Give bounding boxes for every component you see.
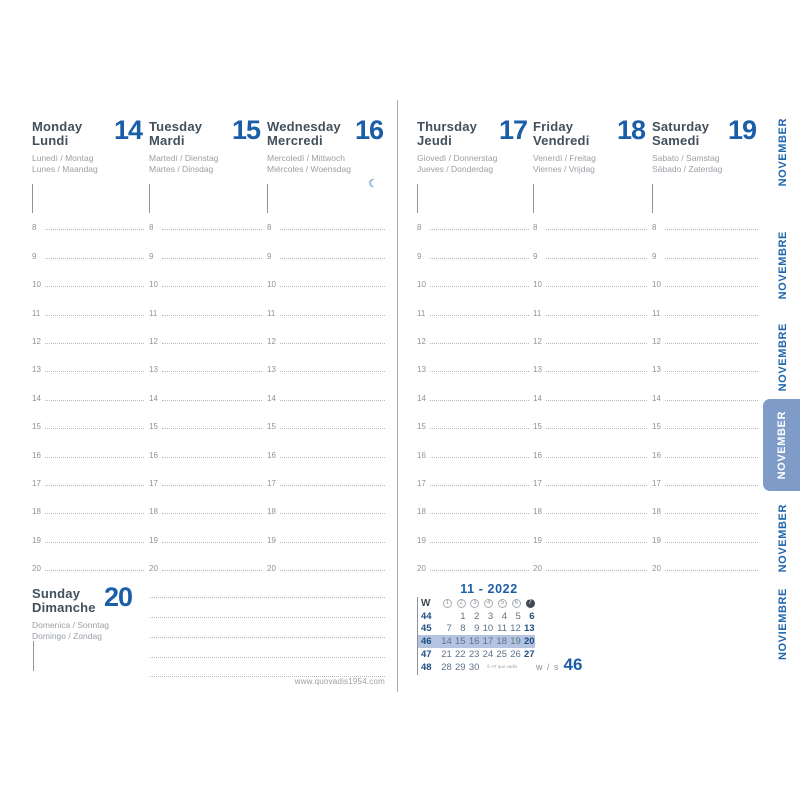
hour-row <box>267 259 385 290</box>
hour-row <box>149 543 262 574</box>
calendar-week-row <box>418 623 535 636</box>
hour-label: 20 <box>267 564 276 574</box>
month-tab-1[interactable] <box>765 112 800 192</box>
hour-row <box>533 344 647 375</box>
hour-label: 11 <box>652 308 661 318</box>
day-name-es-nl: Martes / Dinsdag <box>149 164 214 174</box>
hour-row <box>149 316 262 344</box>
notes-writing-line <box>150 636 385 638</box>
calendar-day: 21 <box>441 649 452 661</box>
calendar-day: 22 <box>455 649 466 661</box>
hour-label: 18 <box>149 507 158 517</box>
page-spine-divider <box>397 100 398 692</box>
day-name-fr: Samedi <box>652 133 700 148</box>
hour-label: 18 <box>417 507 426 517</box>
hour-row <box>32 429 144 460</box>
month-tab-label: NOVIEMBRE <box>776 587 789 661</box>
day-name-it-de: Mercoledì / Mittwoch <box>267 153 345 163</box>
hour-label: 20 <box>149 564 158 574</box>
hour-label: 19 <box>533 535 542 545</box>
hour-label: 10 <box>417 280 426 290</box>
calendar-grid <box>421 597 535 674</box>
hour-row <box>652 514 758 545</box>
calendar-day: 30 <box>468 661 480 673</box>
month-tab-4-active[interactable] <box>763 399 800 491</box>
hour-row <box>267 486 385 517</box>
hour-row <box>149 344 262 375</box>
week-number: 46 <box>421 636 432 648</box>
hour-label: 8 <box>417 223 422 233</box>
hour-row <box>417 543 529 574</box>
hour-label: 19 <box>267 535 276 545</box>
hour-label: 17 <box>533 478 542 488</box>
month-tab-2[interactable] <box>765 224 800 306</box>
calendar-day: 16 <box>468 636 480 648</box>
hour-row <box>32 259 144 290</box>
month-tab-3[interactable] <box>765 314 800 400</box>
hour-row <box>149 372 262 403</box>
calendar-day: 19 <box>510 636 521 648</box>
hour-row <box>417 486 529 517</box>
hour-label: 16 <box>417 450 426 460</box>
hour-row <box>533 230 647 261</box>
day-name-en: Saturday <box>652 119 710 134</box>
hour-row <box>267 401 385 432</box>
calendar-day: 15 <box>455 636 466 648</box>
hour-label: 9 <box>417 251 422 261</box>
hour-grid <box>32 202 144 574</box>
hour-label: 10 <box>533 280 542 290</box>
calendar-day: 29 <box>455 661 466 673</box>
calendar-day: 11 <box>497 623 507 635</box>
hour-label: 19 <box>149 535 158 545</box>
notes-writing-line <box>150 596 385 598</box>
day-name-fr: Mercredi <box>267 133 323 148</box>
hour-label: 8 <box>652 223 657 233</box>
hour-row <box>652 202 758 233</box>
hour-row <box>652 486 758 517</box>
hour-row <box>267 287 385 318</box>
day-number: 19 <box>727 115 756 145</box>
calendar-day: 5 <box>515 610 521 622</box>
hour-label: 18 <box>652 507 661 517</box>
hour-label: 13 <box>32 365 41 375</box>
day-name-en: Sunday <box>32 586 81 601</box>
day-column-monday <box>32 116 144 582</box>
hour-row <box>652 458 758 486</box>
day-name-es-nl: Domingo / Zondag <box>32 631 102 641</box>
month-tab-label: NOVEMBER <box>776 117 789 187</box>
hour-label: 13 <box>267 365 276 375</box>
hour-row <box>533 543 647 574</box>
hour-row <box>652 401 758 432</box>
calendar-day: 7 <box>446 623 452 635</box>
calendar-day: 13 <box>524 623 535 635</box>
hour-label: 14 <box>533 393 542 403</box>
hour-grid <box>533 202 647 574</box>
day-name-fr: Jeudi <box>417 133 452 148</box>
day-name-fr: Lundi <box>32 133 69 148</box>
hour-label: 13 <box>652 365 661 375</box>
column-start-tick <box>33 641 34 671</box>
hour-label: 18 <box>32 507 41 517</box>
copyright-text: © AT quo vadis <box>487 664 518 669</box>
month-tab-label: NOVEMBER <box>775 410 788 480</box>
hour-label: 11 <box>417 308 426 318</box>
hour-row <box>417 344 529 375</box>
mini-month-calendar <box>417 584 597 684</box>
hour-label: 13 <box>533 365 542 375</box>
hour-label: 10 <box>652 280 661 290</box>
weekday-number-circle: 3 <box>466 599 480 608</box>
calendar-day: 3 <box>487 610 494 622</box>
calendar-weekday-header <box>418 597 535 610</box>
hour-label: 14 <box>652 393 661 403</box>
hour-label: 8 <box>149 223 154 233</box>
hour-row <box>267 458 385 486</box>
day-name-it-de: Martedì / Dienstag <box>149 153 219 163</box>
hour-label: 12 <box>533 336 542 346</box>
hour-row <box>652 429 758 460</box>
hour-label: 9 <box>149 251 154 261</box>
hour-row <box>267 514 385 545</box>
hour-label: 11 <box>267 308 276 318</box>
day-number: 15 <box>231 115 260 145</box>
calendar-day: 20 <box>524 636 535 648</box>
hour-row <box>533 372 647 403</box>
week-number-label: w / s <box>536 662 560 672</box>
hour-label: 16 <box>149 450 158 460</box>
hour-row <box>652 543 758 574</box>
hour-row <box>149 259 262 290</box>
hour-label: 19 <box>32 535 41 545</box>
hour-label: 9 <box>267 251 272 261</box>
hour-row <box>652 344 758 375</box>
hour-label: 8 <box>32 223 37 233</box>
hour-label: 15 <box>652 422 661 432</box>
calendar-month-title: 11 - 2022 <box>460 582 518 596</box>
hour-row <box>32 372 144 403</box>
day-name-it-de: Sabato / Samstag <box>652 153 720 163</box>
hour-label: 20 <box>533 564 542 574</box>
day-name-en: Tuesday <box>149 119 203 134</box>
hour-label: 18 <box>533 507 542 517</box>
hour-label: 12 <box>149 336 158 346</box>
hour-writing-line <box>546 570 647 571</box>
hour-label: 15 <box>149 422 158 432</box>
hour-row <box>417 458 529 486</box>
calendar-day: 24 <box>482 649 494 661</box>
hour-label: 10 <box>149 280 158 290</box>
day-name-it-de: Giovedì / Donnerstag <box>417 153 498 163</box>
hour-label: 9 <box>32 251 37 261</box>
hour-label: 8 <box>533 223 538 233</box>
hour-row <box>652 372 758 403</box>
day-column-saturday <box>652 116 758 582</box>
hour-writing-line <box>665 570 758 571</box>
hour-row <box>652 287 758 318</box>
day-name-en: Monday <box>32 119 83 134</box>
calendar-day: 9 <box>474 623 480 635</box>
hour-row <box>533 514 647 545</box>
hour-row <box>652 316 758 344</box>
hour-row <box>149 486 262 517</box>
day-name-en: Thursday <box>417 119 478 134</box>
hour-row <box>149 458 262 486</box>
moon-phase-icon: ☾ <box>368 178 378 190</box>
calendar-day: 12 <box>510 623 521 635</box>
hour-row <box>533 486 647 517</box>
hour-label: 9 <box>533 251 538 261</box>
hour-label: 14 <box>32 393 41 403</box>
hour-row <box>149 230 262 261</box>
hour-grid <box>149 202 262 574</box>
hour-label: 14 <box>267 393 276 403</box>
day-number: 16 <box>354 115 383 145</box>
hour-writing-line <box>430 570 529 571</box>
month-tab-label: NOVEMBER <box>776 503 789 573</box>
weekday-number-circle: 6 <box>507 599 521 608</box>
hour-row <box>533 401 647 432</box>
hour-label: 11 <box>533 308 542 318</box>
hour-row <box>32 514 144 545</box>
calendar-day: 14 <box>441 636 452 648</box>
day-name-en: Friday <box>533 119 574 134</box>
hour-row <box>417 316 529 344</box>
notes-writing-line <box>150 656 385 658</box>
week-column-header: W <box>421 597 431 609</box>
month-tab-5[interactable] <box>765 496 800 580</box>
hour-row <box>417 514 529 545</box>
week-number: 44 <box>421 610 432 622</box>
hour-label: 12 <box>652 336 661 346</box>
day-name-fr: Dimanche <box>32 600 96 615</box>
hour-label: 9 <box>652 251 657 261</box>
day-name-es-nl: Jueves / Donderdag <box>417 164 494 174</box>
website-url: www.quovadis1954.com <box>294 677 385 686</box>
calendar-week-row <box>418 610 535 623</box>
hour-row <box>149 401 262 432</box>
hour-row <box>417 372 529 403</box>
hour-label: 17 <box>267 478 276 488</box>
weekday-number-circle: 5 <box>493 599 507 608</box>
hour-label: 10 <box>32 280 41 290</box>
hour-row <box>267 543 385 574</box>
calendar-week-row <box>418 648 535 661</box>
hour-label: 13 <box>417 365 426 375</box>
day-column-tuesday <box>149 116 262 582</box>
hour-label: 16 <box>533 450 542 460</box>
weekday-number-circle: 7 <box>521 599 535 608</box>
week-number-indicator <box>536 655 582 675</box>
hour-grid <box>267 202 385 574</box>
calendar-day: 27 <box>524 649 535 661</box>
day-column-wednesday <box>267 116 385 582</box>
hour-row <box>267 372 385 403</box>
month-tab-6[interactable] <box>765 578 800 670</box>
hour-row <box>32 458 144 486</box>
calendar-day: 6 <box>529 610 535 622</box>
day-name-it-de: Domenica / Sonntag <box>32 620 110 630</box>
hour-label: 11 <box>32 308 41 318</box>
hour-label: 19 <box>652 535 661 545</box>
hour-label: 17 <box>32 478 41 488</box>
calendar-day: 1 <box>460 610 466 622</box>
calendar-day: 4 <box>501 610 507 622</box>
hour-grid <box>417 202 529 574</box>
hour-label: 15 <box>267 422 276 432</box>
hour-row <box>267 429 385 460</box>
calendar-day: 8 <box>460 623 466 635</box>
hour-label: 17 <box>149 478 158 488</box>
hour-row <box>267 316 385 344</box>
day-name-it-de: Venerdì / Freitag <box>533 153 596 163</box>
hour-row <box>149 202 262 233</box>
hour-label: 14 <box>149 393 158 403</box>
calendar-week-row <box>418 635 535 648</box>
week-number: 48 <box>421 661 432 673</box>
hour-label: 17 <box>417 478 426 488</box>
hour-row <box>32 287 144 318</box>
hour-row <box>417 287 529 318</box>
weekday-number-circle: 4 <box>479 599 493 608</box>
hour-label: 19 <box>417 535 426 545</box>
hour-row <box>267 202 385 233</box>
day-name-es-nl: Sábado / Zaterdag <box>652 164 723 174</box>
calendar-day: 18 <box>496 636 507 648</box>
hour-label: 12 <box>267 336 276 346</box>
calendar-day: 23 <box>468 649 480 661</box>
day-name-it-de: Lunedì / Montag <box>32 153 94 163</box>
day-name-fr: Vendredi <box>533 133 590 148</box>
hour-row <box>149 429 262 460</box>
hour-row <box>533 287 647 318</box>
calendar-day: 17 <box>482 636 494 648</box>
day-name-fr: Mardi <box>149 133 185 148</box>
hour-row <box>32 486 144 517</box>
hour-row <box>533 316 647 344</box>
day-number: 20 <box>104 582 133 612</box>
day-number: 17 <box>498 115 527 145</box>
notes-writing-line <box>150 616 385 618</box>
hour-row <box>267 344 385 375</box>
hour-row <box>533 458 647 486</box>
hour-row <box>32 344 144 375</box>
hour-label: 15 <box>32 422 41 432</box>
month-tab-label: NOVEMBRE <box>776 230 789 300</box>
hour-label: 8 <box>267 223 272 233</box>
hour-row <box>417 401 529 432</box>
day-name-es-nl: Viernes / Vrijdag <box>533 164 595 174</box>
hour-label: 16 <box>32 450 41 460</box>
hour-label: 12 <box>32 336 41 346</box>
hour-label: 11 <box>149 308 158 318</box>
hour-label: 20 <box>417 564 426 574</box>
hour-label: 14 <box>417 393 426 403</box>
calendar-day: 2 <box>474 610 480 622</box>
hour-label: 17 <box>652 478 661 488</box>
day-number: 14 <box>113 115 142 145</box>
hour-label: 13 <box>149 365 158 375</box>
day-name-en: Wednesday <box>267 119 341 134</box>
day-name-es-nl: Miércoles / Woensdag <box>267 164 351 174</box>
calendar-day: 26 <box>510 649 521 661</box>
hour-row <box>652 230 758 261</box>
hour-row <box>417 429 529 460</box>
hour-grid <box>652 202 758 574</box>
hour-row <box>149 514 262 545</box>
hour-row <box>32 543 144 574</box>
calendar-day: 10 <box>482 623 494 635</box>
calendar-day: 25 <box>496 649 507 661</box>
hour-row <box>32 202 144 233</box>
month-tab-label: NOVEMBRE <box>776 322 789 392</box>
hour-label: 20 <box>32 564 41 574</box>
weekday-number-circle: 2 <box>452 599 466 608</box>
day-column-thursday <box>417 116 529 582</box>
hour-row <box>32 230 144 261</box>
hour-row <box>533 259 647 290</box>
calendar-day: 28 <box>441 661 452 673</box>
hour-writing-line <box>45 570 144 571</box>
hour-row <box>417 230 529 261</box>
hour-row <box>149 287 262 318</box>
hour-writing-line <box>280 570 385 571</box>
weekday-number-circle: 1 <box>438 599 452 608</box>
hour-label: 12 <box>417 336 426 346</box>
week-number: 47 <box>421 649 432 661</box>
hour-label: 16 <box>652 450 661 460</box>
hour-label: 18 <box>267 507 276 517</box>
week-number-value: 46 <box>563 655 583 674</box>
day-name-es-nl: Lunes / Maandag <box>32 164 98 174</box>
day-column-friday <box>533 116 647 582</box>
hour-row <box>267 230 385 261</box>
hour-label: 16 <box>267 450 276 460</box>
hour-row <box>533 429 647 460</box>
week-number: 45 <box>421 623 432 635</box>
hour-label: 10 <box>267 280 276 290</box>
hour-label: 15 <box>533 422 542 432</box>
hour-writing-line <box>162 570 262 571</box>
hour-row <box>32 316 144 344</box>
hour-label: 15 <box>417 422 426 432</box>
day-number: 18 <box>616 115 645 145</box>
hour-row <box>417 202 529 233</box>
day-column-sunday <box>32 584 172 679</box>
hour-label: 20 <box>652 564 661 574</box>
hour-row <box>417 259 529 290</box>
hour-row <box>533 202 647 233</box>
hour-row <box>32 401 144 432</box>
hour-row <box>652 259 758 290</box>
